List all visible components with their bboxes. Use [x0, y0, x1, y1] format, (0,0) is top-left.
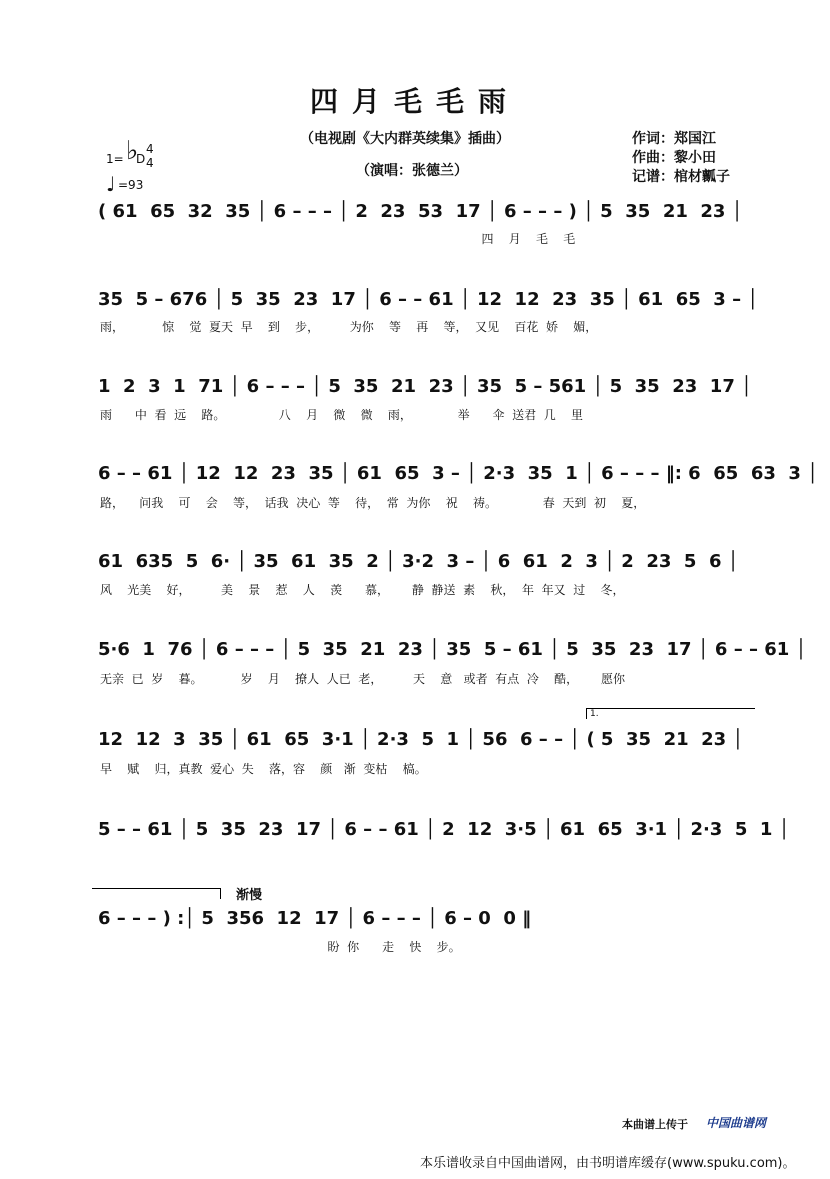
composer-credit: 作曲：黎小田	[632, 150, 716, 166]
score-line-9: 6 – – – ) :│ 5 356 12 17 │ 6 – – – │ 6 – 0 0 ‖	[98, 908, 532, 929]
lyric-line-9: 盼 你 走 快 步。	[236, 940, 461, 954]
volta-label: 1.	[590, 709, 599, 719]
score-line-7: 12 12 3 35 │ 61 65 3·1 │ 2·3 5 1 │ 56 6 – – │ ( 5 35 21 23 │	[98, 729, 744, 750]
score-line-4: 6 – – 61 │ 12 12 23 35 │ 61 65 3 – │ 2·3 35 1 │ 6 – – – ‖: 6 65 63 3 │	[98, 463, 819, 484]
score-line-6: 5·6 1 76 │ 6 – – – │ 5 35 21 23 │ 35 5 – 61 │ 5 35 23 17 │ 6 – – 61 │	[98, 639, 807, 660]
tempo-marking: 渐慢	[236, 888, 263, 903]
key-prefix: 1=	[106, 152, 124, 166]
time-signature	[146, 142, 154, 170]
lyricist-credit: 作词：郑国江	[632, 131, 716, 147]
lyric-line-7: 早 赋 归，真教 爱心 失 落，容 颜 渐 变枯 槁。	[100, 762, 427, 776]
flat-icon: ♭	[126, 136, 139, 166]
score-line-2: 35 5 – 676 │ 5 35 23 17 │ 6 – – 61 │ 12 12 23 35 │ 61 65 3 – │	[98, 289, 759, 310]
key-note: D	[136, 152, 146, 166]
tempo-value: =93	[118, 178, 144, 192]
ending-bracket	[92, 888, 221, 899]
time-top: 4	[146, 142, 154, 156]
score-line-3: 1 2 3 1 71 │ 6 – – – │ 5 35 21 23 │ 35 5 – 561 │ 5 35 23 17 │	[98, 376, 752, 397]
time-bottom: 4	[146, 156, 154, 170]
singer-credit: （演唱：张德兰）	[356, 163, 468, 179]
score-line-8: 5 – – 61 │ 5 35 23 17 │ 6 – – 61 │ 2 12 3·5 │ 61 65 3·1 │ 2·3 5 1 │	[98, 819, 790, 840]
key-signature	[106, 136, 176, 196]
lyric-line-5: 风 光美 好， 美 景 惹 人 羡 慕， 静 静送 素 秋， 年 年又 过 冬，	[100, 583, 625, 597]
lyric-line-1: 四 月 毛 毛	[100, 232, 576, 246]
lyric-line-6: 无亲 已 岁 暮。 岁 月 撩人 人已 老， 天 意 或者 有点 冷 酷， 愿你	[100, 672, 626, 686]
volta-bracket	[586, 708, 755, 719]
transcriber-credit: 记谱：棺材瓤子	[632, 169, 730, 185]
source-note: 本乐谱收录自中国曲谱网，由书明谱库缓存(www.spuku.com)。	[420, 1156, 796, 1171]
score-line-5: 61 635 5 6· │ 35 61 35 2 │ 3·2 3 – │ 6 61 2 3 │ 2 23 5 6 │	[98, 551, 739, 572]
lyric-line-3: 雨 中 看 远 路。 八 月 微 微 雨， 举 伞 送君 几 里	[100, 408, 584, 422]
lyric-line-4: 路， 问我 可 会 等， 话我 决心 等 待， 常 为你 祝 祷。 春 天到 初 夏，	[100, 496, 646, 510]
quarter-note-icon: ♩	[106, 172, 116, 196]
lyric-line-2: 雨， 惊 觉 夏天 早 到 步， 为你 等 再 等， 又见 百花 娇 媚，	[100, 320, 598, 334]
site-logo: 中国曲谱网	[706, 1116, 767, 1130]
subtitle: （电视剧《大内群英续集》插曲）	[300, 131, 510, 147]
page-title: 四月毛毛雨	[309, 85, 520, 118]
upload-note: 本曲谱上传于	[622, 1118, 688, 1131]
score-line-1: ( 61 65 32 35 │ 6 – – – │ 2 23 53 17 │ 6 – – – ) │ 5 35 21 23 │	[98, 201, 743, 222]
